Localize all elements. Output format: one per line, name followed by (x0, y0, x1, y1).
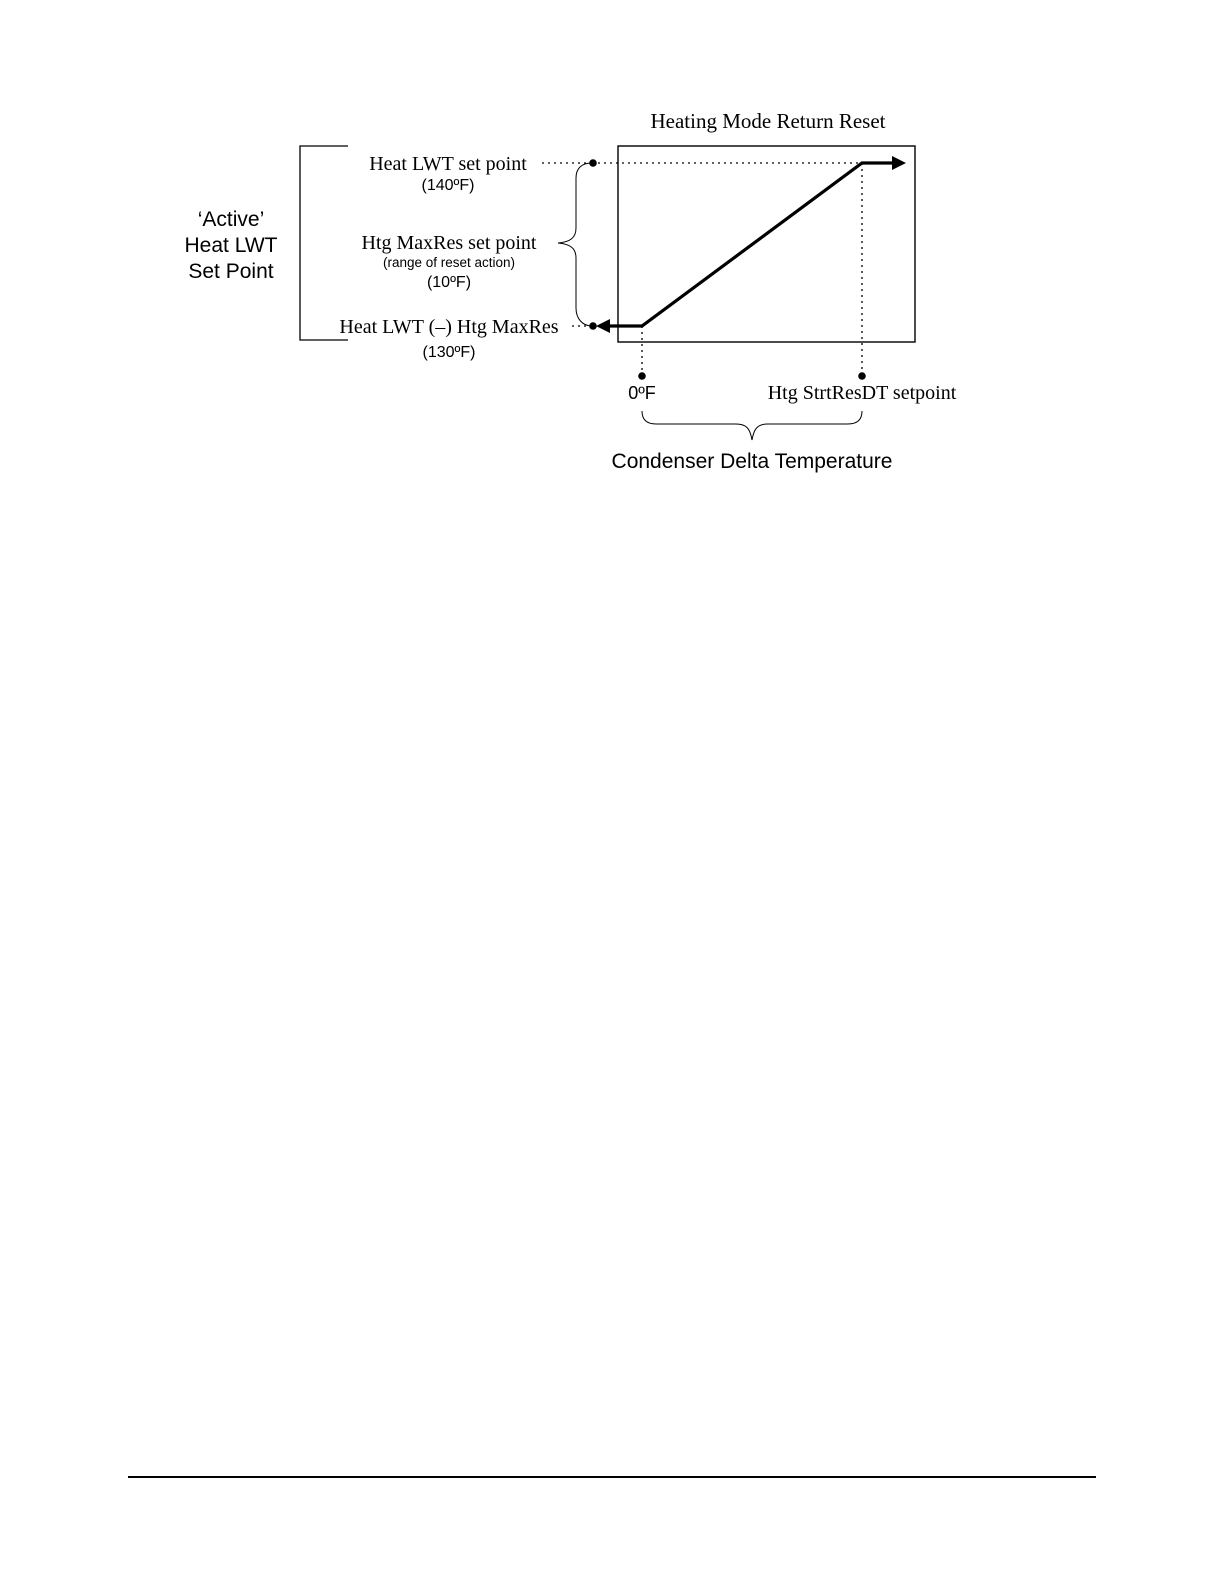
top-setpoint-label: Heat LWT set point (369, 153, 527, 175)
top-setpoint-dot (589, 159, 597, 167)
start-reset-label: Htg StrtResDT setpoint (767, 382, 957, 404)
diagram-title: Heating Mode Return Reset (650, 109, 886, 133)
max-reset-sublabel: (range of reset action) (382, 255, 516, 270)
bottom-setpoint-label: Heat LWT (–) Htg MaxRes (339, 316, 559, 338)
reset-range-brace (558, 163, 592, 326)
reset-curve (608, 163, 894, 326)
x-axis-label: Condenser Delta Temperature (611, 450, 893, 473)
reset-diagram (0, 0, 1224, 520)
delta-range-brace (642, 411, 862, 440)
max-reset-value: (10ºF) (426, 274, 472, 291)
zero-dot (638, 372, 646, 380)
start-reset-dot (858, 372, 866, 380)
active-setpoint-bracket (300, 146, 348, 340)
active-label-line-3: Set Point (188, 260, 274, 283)
footer-rule (128, 1476, 1096, 1478)
zero-label: 0ºF (628, 383, 656, 403)
active-label-line-2: Heat LWT (184, 234, 278, 257)
right-arrowhead (892, 156, 906, 170)
bottom-setpoint-value: (130ºF) (422, 344, 476, 361)
bottom-setpoint-dot (589, 322, 597, 330)
max-reset-label: Htg MaxRes set point (361, 232, 537, 254)
left-arrowhead (596, 319, 610, 333)
active-label-line-1: ‘Active’ (197, 208, 265, 231)
top-setpoint-value: (140ºF) (421, 177, 475, 194)
